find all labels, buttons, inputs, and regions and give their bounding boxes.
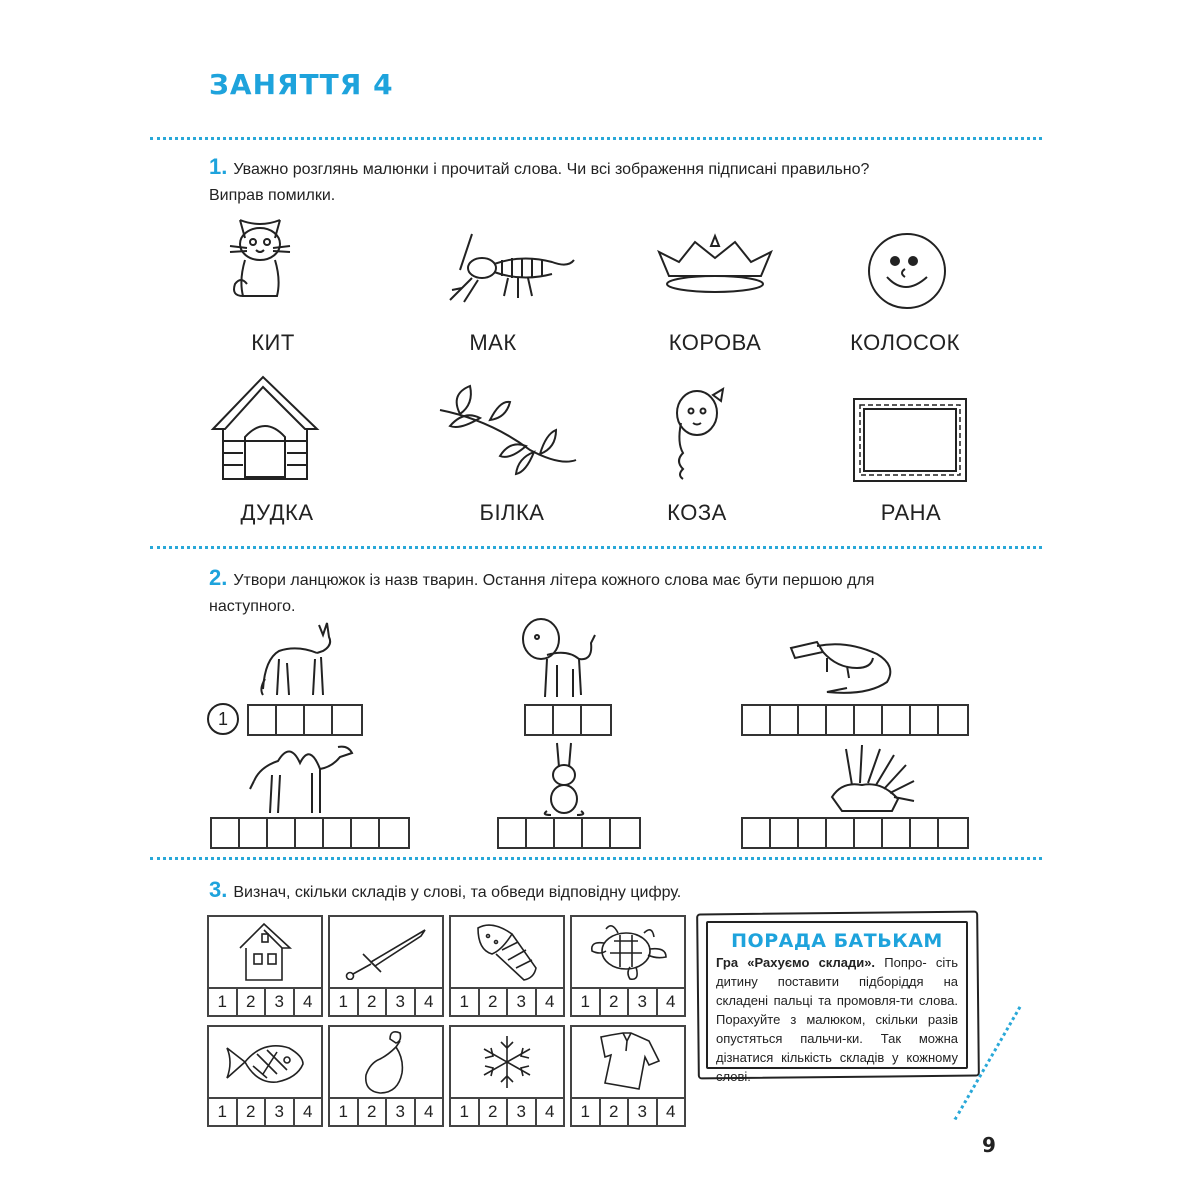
letter-cell[interactable] xyxy=(277,706,305,734)
task1-instruction xyxy=(209,154,999,209)
frame-icon xyxy=(850,395,970,485)
syllable-card-fish xyxy=(207,1025,323,1127)
option-1[interactable]: 1 xyxy=(572,989,601,1015)
option-1[interactable]: 1 xyxy=(451,1099,480,1125)
word-label: РАНА xyxy=(880,500,942,525)
letter-cell[interactable] xyxy=(333,706,361,734)
syllable-card-pear xyxy=(328,1025,444,1127)
shirt-icon xyxy=(593,1031,663,1093)
word-label: КОЗА xyxy=(667,500,727,525)
task1-number: 1. xyxy=(209,154,228,179)
syllable-card-snowflake xyxy=(449,1025,565,1127)
letter-cell[interactable] xyxy=(583,819,611,847)
option-2[interactable]: 2 xyxy=(480,1099,509,1125)
crown-icon xyxy=(650,230,780,300)
letter-boxes-lion[interactable] xyxy=(524,704,612,736)
option-1[interactable]: 1 xyxy=(209,1099,238,1125)
option-4[interactable]: 4 xyxy=(545,992,555,1011)
syllable-card-turtle xyxy=(570,915,686,1017)
kolobok-icon xyxy=(862,230,952,312)
tip-body xyxy=(716,953,958,1086)
letter-cell[interactable] xyxy=(799,819,827,847)
letter-cell[interactable] xyxy=(883,706,911,734)
option-3[interactable]: 3 xyxy=(629,1099,658,1125)
letter-cell[interactable] xyxy=(827,819,855,847)
option-4[interactable]: 4 xyxy=(424,1102,434,1121)
branch-icon xyxy=(425,378,585,478)
letter-cell[interactable] xyxy=(771,819,799,847)
letter-cell[interactable] xyxy=(911,819,939,847)
letter-cell[interactable] xyxy=(499,819,527,847)
divider xyxy=(150,857,1042,860)
syllable-card-sword xyxy=(328,915,444,1017)
option-2[interactable]: 2 xyxy=(238,1099,267,1125)
option-4[interactable]: 4 xyxy=(303,992,313,1011)
option-2[interactable]: 2 xyxy=(359,1099,388,1125)
crocodile-icon xyxy=(785,630,905,700)
page-number: 9 xyxy=(982,1133,996,1157)
option-3[interactable]: 3 xyxy=(387,1099,416,1125)
start-marker: 1 xyxy=(207,703,239,735)
letter-cell[interactable] xyxy=(611,819,639,847)
letter-cell[interactable] xyxy=(296,819,324,847)
letter-cell[interactable] xyxy=(526,706,554,734)
letter-cell[interactable] xyxy=(743,819,771,847)
option-2[interactable]: 2 xyxy=(359,989,388,1015)
porcupine-icon xyxy=(820,740,920,816)
ice-cream-icon xyxy=(472,920,542,984)
letter-cell[interactable] xyxy=(555,819,583,847)
letter-cell[interactable] xyxy=(305,706,333,734)
task3-text: Визнач, скільки складів у слові, та обведи відповідну цифру. xyxy=(233,884,682,901)
letter-cell[interactable] xyxy=(799,706,827,734)
letter-boxes-porcupine[interactable] xyxy=(741,817,969,849)
word-label: КИТ xyxy=(251,330,295,355)
tip-line1: Попро- xyxy=(884,955,927,970)
parent-tip-box xyxy=(706,921,968,1084)
letter-boxes-hare[interactable] xyxy=(497,817,641,849)
letter-cell[interactable] xyxy=(743,706,771,734)
option-1[interactable]: 1 xyxy=(572,1099,601,1125)
letter-cell[interactable] xyxy=(212,819,240,847)
letter-cell[interactable] xyxy=(939,819,967,847)
option-4[interactable]: 4 xyxy=(545,1102,555,1121)
lion-icon xyxy=(515,614,605,702)
divider xyxy=(150,546,1042,549)
braid-girl-icon xyxy=(660,382,730,482)
option-4[interactable]: 4 xyxy=(424,992,434,1011)
hare-icon xyxy=(535,738,595,818)
task2-text-line1: Утвори ланцюжок із назв тварин. Остання літера кожного слова має бути першою для xyxy=(233,572,875,589)
letter-cell[interactable] xyxy=(554,706,582,734)
snowflake-icon xyxy=(479,1034,535,1090)
divider xyxy=(150,137,1042,140)
house-icon xyxy=(230,920,300,984)
word-label: БІЛКА xyxy=(479,500,545,525)
option-3[interactable]: 3 xyxy=(266,1099,295,1125)
letter-cell[interactable] xyxy=(249,706,277,734)
letter-cell[interactable] xyxy=(240,819,268,847)
tip-bold-lead: Гра «Рахуємо склади». xyxy=(716,955,876,970)
letter-cell[interactable] xyxy=(527,819,555,847)
word-label: КОЛОСОК xyxy=(850,330,960,355)
word-label: ДУДКА xyxy=(240,500,314,525)
tip-heading: ПОРАДА БАТЬКАМ xyxy=(731,930,943,952)
option-3[interactable]: 3 xyxy=(266,989,295,1015)
option-3[interactable]: 3 xyxy=(508,989,537,1015)
syllable-card-house xyxy=(207,915,323,1017)
letter-cell[interactable] xyxy=(380,819,408,847)
word-label: КОРОВА xyxy=(668,330,762,355)
wolf-icon xyxy=(255,618,345,700)
option-4[interactable]: 4 xyxy=(666,992,676,1011)
syllable-card-ice-cream xyxy=(449,915,565,1017)
letter-boxes-camel[interactable] xyxy=(210,817,410,849)
sword-icon xyxy=(341,924,431,980)
letter-cell[interactable] xyxy=(324,819,352,847)
option-1[interactable]: 1 xyxy=(209,989,238,1015)
letter-cell[interactable] xyxy=(827,706,855,734)
letter-cell[interactable] xyxy=(582,706,610,734)
turtle-icon xyxy=(586,921,670,983)
option-2[interactable]: 2 xyxy=(601,1099,630,1125)
letter-cell[interactable] xyxy=(883,819,911,847)
letter-boxes-crocodile[interactable] xyxy=(741,704,969,736)
letter-boxes-wolf[interactable] xyxy=(247,704,363,736)
tip-text: сіть дитину поставити підборіддя на складені пальці та промовля-ти слова. Порахуйте з малюком, скільки разів опустяться пальчи-ки. Так можна дізнатися кількість складів у кожному слові. xyxy=(716,955,958,1084)
letter-cell[interactable] xyxy=(911,706,939,734)
letter-cell[interactable] xyxy=(268,819,296,847)
task2-number: 2. xyxy=(209,565,228,590)
option-2[interactable]: 2 xyxy=(601,989,630,1015)
fish-icon xyxy=(223,1034,307,1090)
letter-cell[interactable] xyxy=(771,706,799,734)
option-1[interactable]: 1 xyxy=(330,1099,359,1125)
page-title: ЗАНЯТТЯ 4 xyxy=(209,68,394,101)
option-3[interactable]: 3 xyxy=(508,1099,537,1125)
syllable-card-shirt xyxy=(570,1025,686,1127)
task3-instruction xyxy=(209,877,809,906)
task2-instruction xyxy=(209,565,999,620)
option-4[interactable]: 4 xyxy=(303,1102,313,1121)
option-1[interactable]: 1 xyxy=(451,989,480,1015)
option-3[interactable]: 3 xyxy=(629,989,658,1015)
letter-cell[interactable] xyxy=(939,706,967,734)
task1-text-line1: Уважно розглянь малюнки і прочитай слова. Чи всі зображення підписані правильно? xyxy=(233,161,870,178)
option-1[interactable]: 1 xyxy=(330,989,359,1015)
option-2[interactable]: 2 xyxy=(238,989,267,1015)
task3-number: 3. xyxy=(209,877,228,902)
option-4[interactable]: 4 xyxy=(666,1102,676,1121)
task1-text-line2: Виправ помилки. xyxy=(209,187,336,204)
crayfish-icon xyxy=(440,228,580,308)
doghouse-icon xyxy=(205,372,325,484)
letter-cell[interactable] xyxy=(352,819,380,847)
letter-cell[interactable] xyxy=(855,819,883,847)
camel-icon xyxy=(238,738,358,816)
letter-cell[interactable] xyxy=(855,706,883,734)
word-label: МАК xyxy=(469,330,517,355)
pear-icon xyxy=(356,1029,416,1095)
task2-text-line2: наступного. xyxy=(209,598,296,615)
cat-icon xyxy=(220,208,300,308)
option-3[interactable]: 3 xyxy=(387,989,416,1015)
option-2[interactable]: 2 xyxy=(480,989,509,1015)
